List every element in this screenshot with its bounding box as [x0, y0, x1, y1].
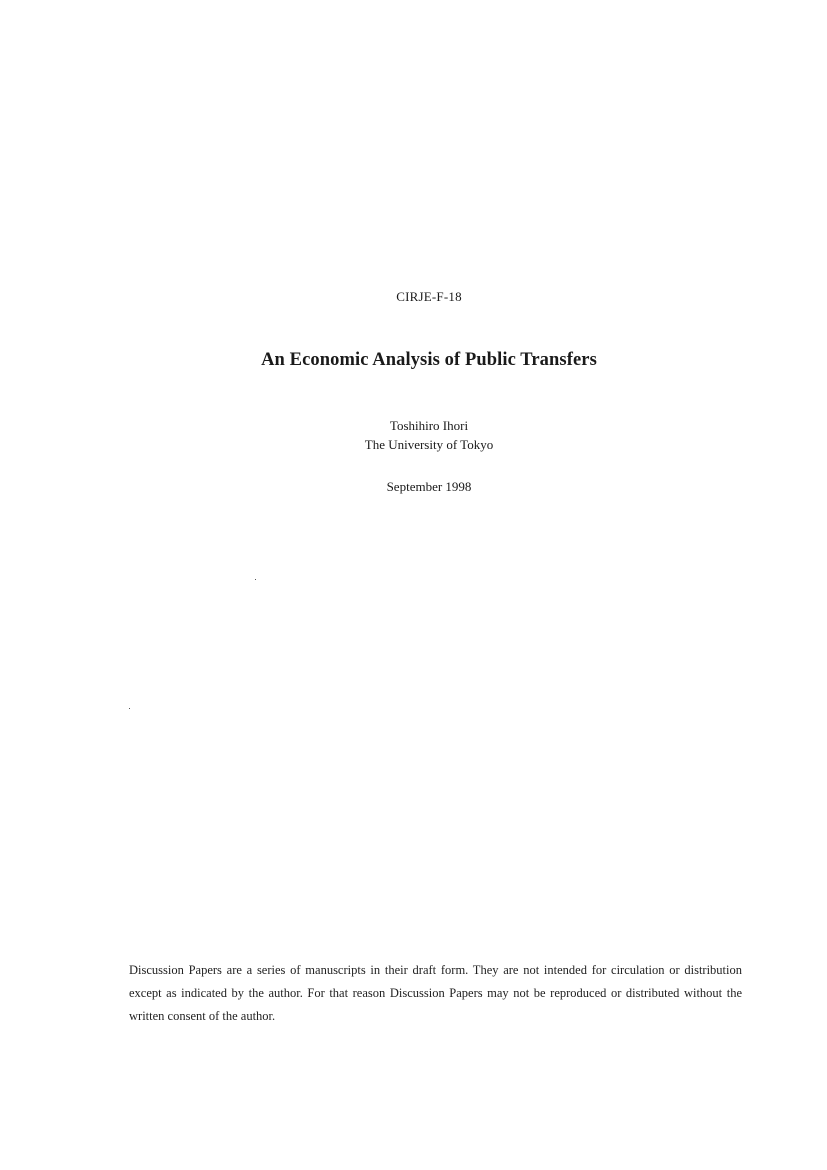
- author-name: Toshihiro Ihori: [389, 418, 469, 433]
- publication-date: September 1998: [386, 479, 472, 494]
- scan-speck: [255, 579, 256, 580]
- paper-id: CIRJE-F-18: [396, 289, 462, 304]
- paper-title: An Economic Analysis of Public Transfers: [261, 350, 597, 370]
- discussion-paper-notice: Discussion Papers are a series of manuscripts in their draft form. They are not intended for circulation or distribution except as indicated by the author. For that reason Discussion Papers may not be reproduced or distributed without the written consent of the author.: [129, 963, 742, 1023]
- author-affiliation: The University of Tokyo: [364, 437, 494, 452]
- scan-speck: [129, 708, 130, 709]
